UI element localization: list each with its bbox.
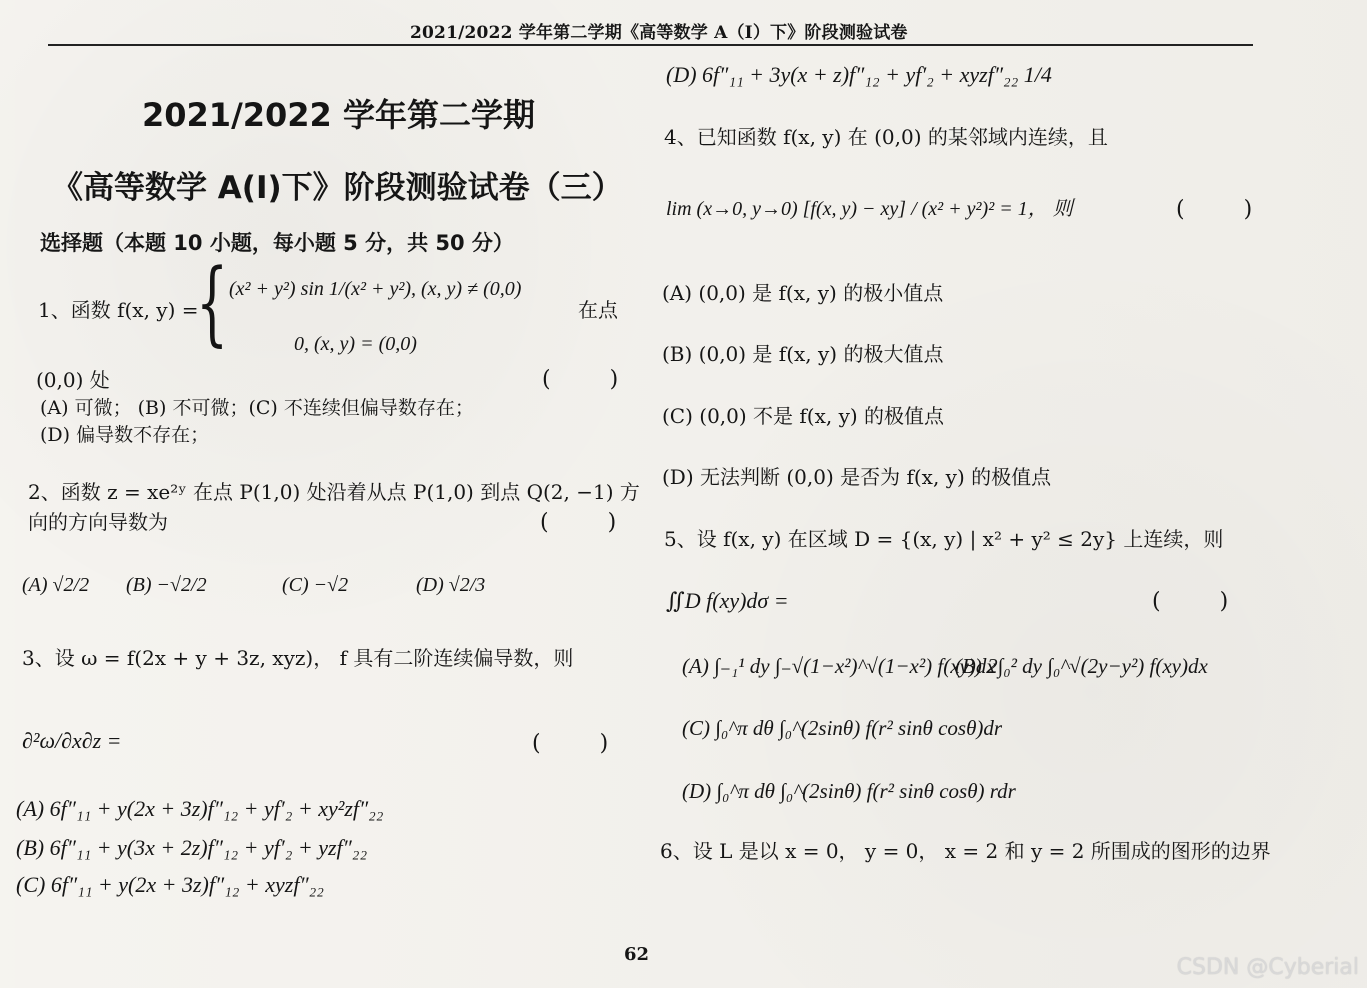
q5-choice-d: (D) ∫₀^π dθ ∫₀^(2sinθ) f(r² sinθ cosθ) rdr [682,779,1016,803]
q2-line2: 向的方向导数为 [28,510,168,534]
q1-line2: (0,0) 处 [36,368,110,392]
q5-choice-a: (A) ∫₋₁¹ dy ∫₋√(1−x²)^√(1−x²) f(xy)dx [682,654,996,678]
header-rule [48,44,1253,46]
q3-line1: 3、设 ω = f(2x + y + 3z, xyz)， f 具有二阶连续偏导数，则 [22,646,574,670]
q2-choice-b: (B) −√2/2 [126,574,207,596]
q1-choice-line2: (D) 偏导数不存在； [40,424,210,446]
section-heading: 选择题（本题 10 小题，每小题 5 分，共 50 分） [40,231,514,255]
q3-choice-d: (D) 6f″₁₁ + 3y(x + z)f″₁₂ + yf′₂ + xyzf″₂₂ 1/4 [666,62,1052,87]
q1-case2: 0, (x, y) = (0,0) [294,333,417,355]
q4-line2: lim (x→0, y→0) [f(x, y) − xy] / (x² + y²)² = 1， 则 [666,198,1073,220]
q3-choice-a: (A) 6f″₁₁ + y(2x + 3z)f″₁₂ + yf′₂ + xy²zf″₂₂ [16,796,384,821]
q5-line2: ∬D f(xy)dσ = [666,588,789,613]
q4-choice-d: (D) 无法判断 (0,0) 是否为 f(x, y) 的极值点 [662,465,1052,489]
q2-choice-d: (D) √2/3 [416,574,486,596]
q2-line1: 2、函数 z = xe²ʸ 在点 P(1,0) 处沿着从点 P(1,0) 到点 Q(2, −1) 方 [28,480,640,504]
q4-choice-c: (C) (0,0) 不是 f(x, y) 的极值点 [662,404,945,428]
page-number: 62 [624,944,650,965]
q1-brace: { [196,249,229,356]
q4-choice-b: (B) (0,0) 是 f(x, y) 的极大值点 [662,342,944,366]
main-title-year: 2021/2022 学年第二学期 [142,96,535,134]
q5-line1: 5、设 f(x, y) 在区域 D = {(x, y) | x² + y² ≤ 2y} 上连续，则 [664,527,1224,551]
watermark: CSDN @Cyberial [1176,955,1359,980]
q2-choice-a: (A) √2/2 [22,574,90,596]
q5-answer-paren: ( ) [1152,589,1255,614]
q3-answer-paren: ( ) [532,731,635,756]
q3-choice-c: (C) 6f″₁₁ + y(2x + 3z)f″₁₂ + xyzf″₂₂ [16,872,324,897]
q1-case1: (x² + y²) sin 1/(x² + y²), (x, y) ≠ (0,0) [229,278,522,300]
q3-expression: ∂²ω/∂x∂z = [22,728,122,753]
q1-answer-paren: ( ) [542,367,645,392]
header-title: 2021/2022 学年第二学期《高等数学 A（I）下》阶段测验试卷 [410,23,908,43]
q4-answer-paren: ( ) [1176,197,1279,222]
q1-choice-line1: (A) 可微； (B) 不可微；(C) 不连续但偏导数存在； [40,397,474,419]
q6-line1: 6、设 L 是以 x = 0， y = 0， x = 2 和 y = 2 所围成的图形的边界 [660,839,1271,863]
q4-line1: 4、已知函数 f(x, y) 在 (0,0) 的某邻域内连续，且 [664,125,1108,149]
q1-suffix: 在点 [578,298,618,322]
main-title-course: 《高等数学 A(I)下》阶段测验试卷（三） [52,170,623,206]
q2-choice-c: (C) −√2 [282,574,349,596]
q3-choice-b: (B) 6f″₁₁ + y(3x + 2z)f″₁₂ + yf′₂ + yzf″₂₂ [16,835,368,860]
q4-choice-a: (A) (0,0) 是 f(x, y) 的极小值点 [662,281,944,305]
q1-prefix: 1、函数 f(x, y) = [38,298,199,322]
q5-choice-c: (C) ∫₀^π dθ ∫₀^(2sinθ) f(r² sinθ cosθ)dr [682,716,1003,740]
q5-choice-b: (B) 2∫₀² dy ∫₀^√(2y−y²) f(xy)dx [955,654,1208,678]
q2-answer-paren: ( ) [540,510,643,535]
